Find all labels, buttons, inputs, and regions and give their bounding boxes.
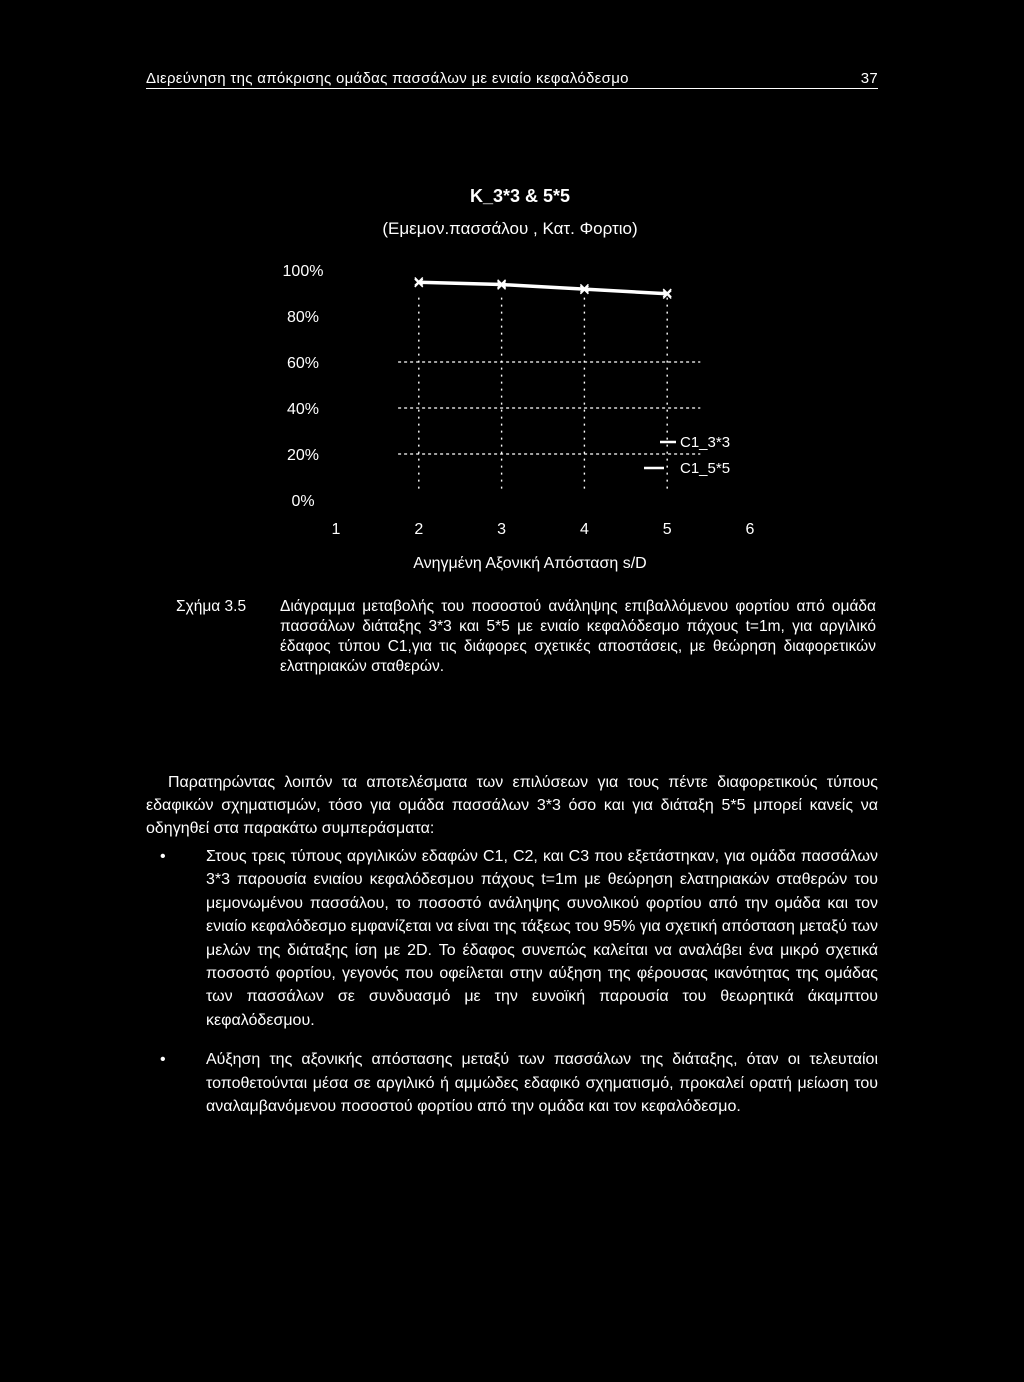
y-tick-label: 40% <box>286 401 320 418</box>
y-axis-ticks <box>283 263 324 510</box>
body-paragraph: Παρατηρώντας λοιπόν τα αποτελέσματα των επιλύσεων για τους πέντε διαφορετικούς τύπους εδαφικών σχηματισμών, τόσο για ομάδα πασσάλων 3*3 όσο και για διάταξη 5*5 μπορεί κανείς να οδηγηθεί στα παρακάτω συμπεράσματα: <box>146 774 878 837</box>
chart-title: K_3*3 & 5*5 <box>469 186 571 206</box>
x-tick-label: 3 <box>497 521 507 538</box>
x-axis-ticks <box>332 521 755 538</box>
series-line <box>419 283 667 295</box>
x-axis-label: Ανηγμένη Αξονική Απόσταση s/D <box>413 555 647 572</box>
load-share-chart <box>0 170 1024 590</box>
figure-caption <box>176 597 876 677</box>
bullet-item: • Στους τρεις τύπους αργιλικών εδαφών C1, C2, και C3 που εξετάστηκαν, για ομάδα πασσάλων 3*3 παρουσία ενιαίου κεφαλόδεσμου πάχους t=1m με θεώρηση ελατηριακών σταθερών του μεμονωμένου πασσάλου, το ποσοστό ανάληψης συνολικού φορτίου από την ομάδα και τον ενιαίο κεφαλόδεσμο εμφανίζεται να είναι της τάξεως του 95% για σχετική απόσταση μεταξύ των μελών της διάταξης ίση με 2D. Το έδαφος συνεπώς καλείται να αναλάβει ένα μικρό σχετικά ποσοστό φορτίου, γεγονός που οφείλεται στην αύξηση της φέρουσας ικανότητας της ομάδας των πασσάλων σε συνδυασμό με την ευνοϊκή παρουσία του θεωρητικά άκαμπτου κεφαλόδεσμου. <box>160 845 878 1032</box>
legend-label: C1_3*3 <box>680 434 731 451</box>
chart-gridlines <box>398 298 700 494</box>
y-tick-label: 80% <box>286 309 320 326</box>
y-tick-label: 100% <box>282 263 324 280</box>
x-tick-label: 5 <box>662 521 672 538</box>
y-tick-label: 20% <box>286 447 320 464</box>
page-number: 37 <box>860 70 878 87</box>
bullet-item: • Αύξηση της αξονικής απόστασης μεταξύ των πασσάλων της διάταξης, όταν οι τελευταίοι τοποθετούνται μέσα σε αργιλικό ή αμμώδες εδαφικό σχηματισμό, προκαλεί ορατή μείωση του αναλαμβανόμενου ποσοστού φορτίου από την ομάδα και τον κεφαλόδεσμο. <box>160 1048 878 1118</box>
caption-text: Διάγραμμα μεταβολής του ποσοστού ανάληψης επιβαλλόμενου φορτίου από ομάδα πασσάλων διάταξης 3*3 και 5*5 με ενιαίο κεφαλόδεσμο πάχους t=1m, για αργιλικό έδαφος τύπου C1,για τις διάφορες σχετικές αποστάσεις, με θεώρηση διαφορετικών ελατηριακών σταθερών. <box>280 598 876 675</box>
x-tick-label: 2 <box>414 521 424 538</box>
y-tick-label: 60% <box>286 355 320 372</box>
conclusions-list <box>160 845 878 1118</box>
chart-series <box>415 278 671 299</box>
x-tick-label: 6 <box>745 521 755 538</box>
running-header <box>146 70 878 89</box>
caption-label: Σχήμα 3.5 <box>176 598 247 615</box>
x-tick-label: 1 <box>331 521 341 538</box>
x-tick-label: 4 <box>579 521 589 538</box>
y-tick-label: 0% <box>291 493 315 510</box>
header-title: Διερεύνηση της απόκρισης ομάδας πασσάλων με ενιαίο κεφαλόδεσμο <box>146 70 629 87</box>
legend-label: C1_5*5 <box>680 460 731 477</box>
chart-legend <box>644 434 730 477</box>
chart-subtitle: (Εμεμον.πασσάλου , Κατ. Φορτιο) <box>382 219 638 238</box>
